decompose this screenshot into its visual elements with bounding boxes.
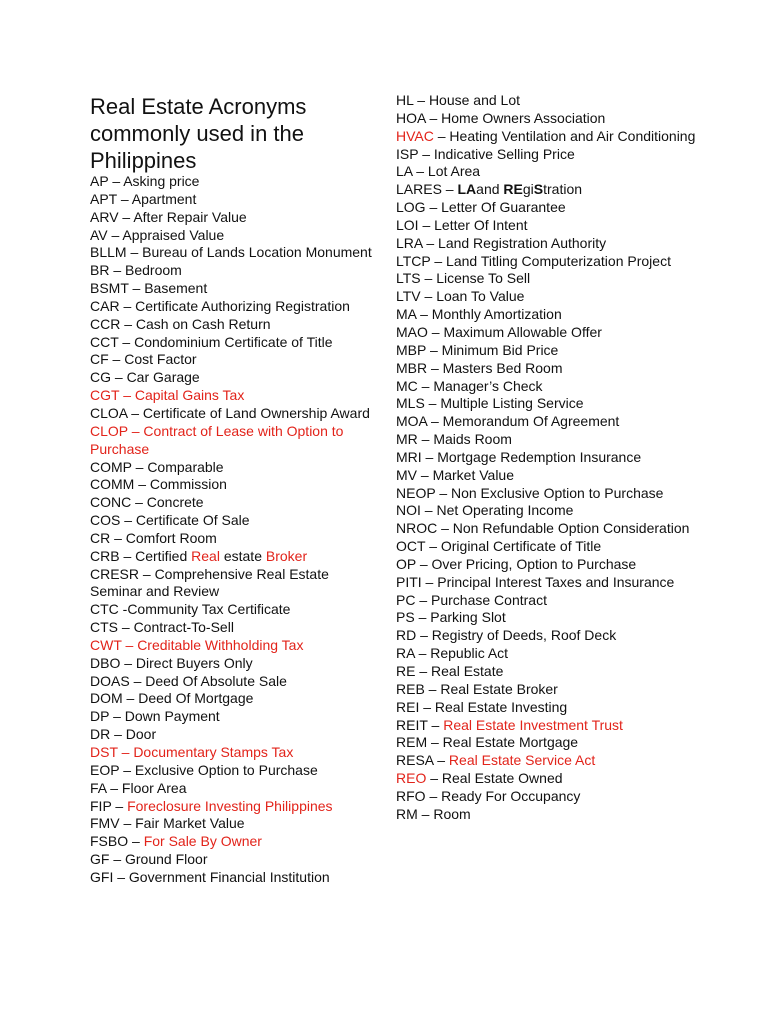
- acronym-entry-text: DOM – Deed Of Mortgage: [90, 690, 254, 707]
- acronym-entry: [396, 288, 696, 306]
- acronym-entry: [396, 110, 696, 128]
- acronym-entry: [90, 405, 380, 423]
- acronym-entry: [90, 762, 380, 780]
- acronym-entry: [396, 609, 696, 627]
- acronym-entry-text: AV – Appraised Value: [90, 226, 225, 243]
- acronym-entry-text: CGT – Capital Gains Tax: [90, 387, 245, 404]
- acronym-entry-text: MC – Manager’s Check: [396, 377, 543, 394]
- acronym-entry-text: MA – Monthly Amortization: [396, 306, 562, 323]
- acronym-entry: [90, 173, 380, 191]
- acronym-entry-text: HL – House and Lot: [396, 92, 521, 108]
- acronym-entry: [90, 280, 380, 298]
- acronym-entry: [396, 163, 696, 181]
- acronym-entry-text: MLS – Multiple Listing Service: [396, 395, 584, 412]
- acronym-entry: [396, 734, 696, 752]
- acronym-entry-text: ISP – Indicative Selling Price: [396, 145, 575, 162]
- acronym-entry-text: LTV – Loan To Value: [396, 288, 525, 305]
- acronym-entry: [90, 780, 380, 798]
- acronym-entry-text: BSMT – Basement: [90, 280, 208, 297]
- acronym-entry-text: REM – Real Estate Mortgage: [396, 734, 579, 751]
- acronym-entry-text: Real: [191, 547, 220, 564]
- acronym-entry: [396, 395, 696, 413]
- acronym-entry-text: BR – Bedroom: [90, 262, 182, 279]
- acronym-entry-text: CTS – Contract-To-Sell: [90, 619, 234, 636]
- acronym-entry: [396, 342, 696, 360]
- acronym-entry: [396, 181, 696, 199]
- acronym-entry: [396, 574, 696, 592]
- acronym-entry: [396, 270, 696, 288]
- acronym-entry: [90, 244, 380, 262]
- acronym-entry: [90, 512, 380, 530]
- acronym-entry-text: MOA – Memorandum Of Agreement: [396, 413, 620, 430]
- acronym-entry-text: For Sale By Owner: [143, 833, 262, 850]
- acronym-entry: [90, 387, 380, 405]
- acronym-entry-text: DR – Door: [90, 726, 157, 743]
- acronym-entry-text: LA – Lot Area: [396, 163, 481, 180]
- acronym-entry-text: RFO – Ready For Occupancy: [396, 787, 581, 804]
- acronym-entry-text: CLOA – Certificate of Land Ownership Award: [90, 404, 370, 421]
- acronym-entry-text: MR – Maids Room: [396, 431, 512, 448]
- acronym-entry-text: PC – Purchase Contract: [396, 591, 547, 608]
- acronym-entry: [396, 467, 696, 485]
- acronym-entry-text: S: [533, 181, 544, 198]
- acronym-entry-text: FA – Floor Area: [90, 779, 187, 796]
- acronym-entry: [90, 494, 380, 512]
- acronym-entry: [396, 717, 696, 735]
- acronym-entry: [90, 548, 380, 566]
- acronym-entry: [90, 476, 380, 494]
- acronym-entry-text: tration: [543, 181, 583, 198]
- acronym-entry: [90, 833, 380, 851]
- acronym-entry-text: – Heating Ventilation and Air Conditioning: [433, 127, 696, 144]
- acronym-entry-text: GFI – Government Financial Institution: [90, 868, 330, 885]
- acronym-entry-text: CF – Cost Factor: [90, 351, 197, 368]
- acronym-entry-text: Foreclosure Investing Philippines: [127, 797, 333, 814]
- acronym-entry: [90, 637, 380, 655]
- acronym-entry: [90, 690, 380, 708]
- acronym-entry: [396, 645, 696, 663]
- acronym-entry-text: EOP – Exclusive Option to Purchase: [90, 761, 318, 778]
- acronym-entry-text: estate: [219, 547, 266, 564]
- acronym-entry: [90, 851, 380, 869]
- acronym-entry-text: NEOP – Non Exclusive Option to Purchase: [396, 484, 664, 501]
- acronym-entry-text: ARV – After Repair Value: [90, 208, 247, 225]
- acronym-entry: [396, 627, 696, 645]
- acronym-entry: [396, 770, 696, 788]
- acronym-entry: [90, 459, 380, 477]
- acronym-entry-text: CCR – Cash on Cash Return: [90, 315, 271, 332]
- acronym-entry-text: CR – Comfort Room: [90, 529, 217, 546]
- acronym-entry-text: REI – Real Estate Investing: [396, 698, 568, 715]
- acronym-entry-text: MAO – Maximum Allowable Offer: [396, 323, 602, 340]
- acronym-entry: [90, 655, 380, 673]
- acronym-entry-text: HVAC: [396, 127, 434, 144]
- acronym-entry-text: Real Estate Service Act: [448, 752, 596, 769]
- acronym-entry-text: CLOP – Contract of Lease with Option to Purchase: [90, 422, 344, 457]
- acronym-entry: [90, 726, 380, 744]
- acronym-entry-text: Real Estate Investment Trust: [443, 716, 623, 733]
- acronym-entry-text: REIT –: [396, 716, 444, 733]
- acronym-entry-text: FSBO –: [90, 833, 144, 850]
- acronym-entry-text: CRB – Certified: [90, 547, 192, 564]
- acronym-entry-text: Broker: [265, 547, 308, 564]
- acronym-entry-text: CCT – Condominium Certificate of Title: [90, 333, 333, 350]
- acronym-entry-text: LTS – License To Sell: [396, 270, 531, 287]
- acronym-entry: [396, 556, 696, 574]
- acronym-entry: [90, 869, 380, 887]
- acronym-entry: [396, 146, 696, 164]
- acronym-entry-text: CWT – Creditable Withholding Tax: [90, 636, 304, 653]
- acronym-entry: [396, 253, 696, 271]
- acronym-entry: [396, 538, 696, 556]
- acronym-entry-text: COS – Certificate Of Sale: [90, 512, 250, 529]
- acronym-entry-text: OP – Over Pricing, Option to Purchase: [396, 555, 637, 572]
- acronym-entry-text: HOA – Home Owners Association: [396, 109, 606, 126]
- acronym-entry: [90, 601, 380, 619]
- acronym-entry-text: MBR – Masters Bed Room: [396, 359, 563, 376]
- acronym-entry-text: FIP –: [90, 797, 128, 814]
- acronym-entry: [90, 369, 380, 387]
- acronym-entry-text: and: [476, 181, 504, 198]
- acronym-entry-text: OCT – Original Certificate of Title: [396, 538, 602, 555]
- acronym-entry-text: COMM – Commission: [90, 476, 227, 493]
- acronym-entry-text: NOI – Net Operating Income: [396, 502, 574, 519]
- acronym-entry-text: AP – Asking price: [90, 173, 200, 189]
- acronym-entry-text: DST – Documentary Stamps Tax: [90, 744, 294, 760]
- acronym-entry: [396, 378, 696, 396]
- acronym-entry: [396, 413, 696, 431]
- acronym-list-right: [396, 92, 696, 824]
- acronym-entry-text: BLLM – Bureau of Lands Location Monument: [90, 244, 372, 261]
- acronym-entry: [90, 798, 380, 816]
- acronym-entry-text: CRESR – Comprehensive Real Estate Seminar and Review: [90, 565, 329, 600]
- acronym-entry-text: CTC -Community Tax Certificate: [90, 601, 291, 618]
- acronym-entry-text: GF – Ground Floor: [90, 851, 208, 868]
- acronym-entry: [90, 423, 380, 459]
- acronym-entry: [90, 744, 380, 762]
- acronym-entry: [396, 449, 696, 467]
- acronym-entry: [90, 334, 380, 352]
- acronym-entry: [90, 209, 380, 227]
- acronym-entry-text: LTCP – Land Titling Computerization Project: [396, 252, 671, 269]
- acronym-entry: [396, 306, 696, 324]
- acronym-entry: [90, 673, 380, 691]
- acronym-entry-text: CAR – Certificate Authorizing Registration: [90, 297, 350, 314]
- acronym-entry-text: NROC – Non Refundable Option Consideration: [396, 520, 690, 537]
- acronym-entry: [90, 351, 380, 369]
- acronym-entry: [396, 324, 696, 342]
- acronym-entry: [90, 316, 380, 334]
- acronym-entry-text: DOAS – Deed Of Absolute Sale: [90, 672, 287, 689]
- acronym-entry: [396, 360, 696, 378]
- acronym-entry-text: LOG – Letter Of Guarantee: [396, 199, 566, 216]
- acronym-entry-text: FMV – Fair Market Value: [90, 815, 245, 832]
- acronym-entry-text: COMP – Comparable: [90, 458, 224, 475]
- acronym-entry-text: LOI – Letter Of Intent: [396, 216, 528, 233]
- acronym-entry: [396, 592, 696, 610]
- acronym-entry-text: gi: [522, 181, 534, 198]
- acronym-entry-text: PS – Parking Slot: [396, 609, 506, 626]
- acronym-entry-text: MBP – Minimum Bid Price: [396, 341, 559, 358]
- acronym-entry-text: DBO – Direct Buyers Only: [90, 654, 253, 671]
- acronym-entry-text: PITI – Principal Interest Taxes and Insurance: [396, 573, 675, 590]
- acronym-entry-text: MV – Market Value: [396, 466, 515, 483]
- acronym-entry-text: DP – Down Payment: [90, 708, 220, 725]
- acronym-entry-text: RM – Room: [396, 805, 471, 822]
- acronym-entry: [90, 566, 380, 602]
- acronym-entry: [396, 217, 696, 235]
- acronym-entry-text: RA – Republic Act: [396, 645, 509, 662]
- acronym-entry: [396, 235, 696, 253]
- acronym-entry-text: RE – Real Estate: [396, 663, 504, 679]
- acronym-entry: [396, 806, 696, 824]
- acronym-entry-text: REB – Real Estate Broker: [396, 680, 558, 697]
- acronym-entry: [396, 681, 696, 699]
- acronym-entry-text: LARES –: [396, 181, 458, 198]
- acronym-entry-text: – Real Estate Owned: [426, 770, 563, 787]
- acronym-entry-text: RE: [503, 181, 523, 198]
- acronym-entry: [396, 128, 696, 146]
- acronym-entry: [90, 227, 380, 245]
- acronym-entry: [396, 92, 696, 110]
- acronym-entry-text: RESA –: [396, 752, 449, 769]
- acronym-entry-text: MRI – Mortgage Redemption Insurance: [396, 448, 642, 465]
- acronym-entry: [396, 485, 696, 503]
- acronym-entry: [90, 530, 380, 548]
- acronym-entry: [396, 199, 696, 217]
- acronym-entry: [396, 520, 696, 538]
- acronym-entry: [396, 663, 696, 681]
- acronym-entry-text: RD – Registry of Deeds, Roof Deck: [396, 627, 617, 644]
- acronym-entry-text: CONC – Concrete: [90, 494, 204, 511]
- acronym-entry: [396, 431, 696, 449]
- acronym-entry: [396, 699, 696, 717]
- acronym-entry: [90, 298, 380, 316]
- acronym-entry: [90, 619, 380, 637]
- acronym-entry: [90, 708, 380, 726]
- acronym-entry: [396, 502, 696, 520]
- acronym-entry: [396, 788, 696, 806]
- document-title: Real Estate Acronyms commonly used in the Philippines: [90, 94, 307, 173]
- acronym-entry-text: REO: [396, 770, 427, 787]
- acronym-entry-text: LRA – Land Registration Authority: [396, 234, 607, 251]
- acronym-entry: [90, 815, 380, 833]
- acronym-entry: [90, 262, 380, 280]
- acronym-list-left: [90, 173, 380, 887]
- acronym-entry-text: APT – Apartment: [90, 190, 197, 207]
- acronym-entry-text: LA: [457, 181, 477, 198]
- acronym-entry-text: CG – Car Garage: [90, 369, 200, 386]
- acronym-entry: [396, 752, 696, 770]
- acronym-entry: [90, 191, 380, 209]
